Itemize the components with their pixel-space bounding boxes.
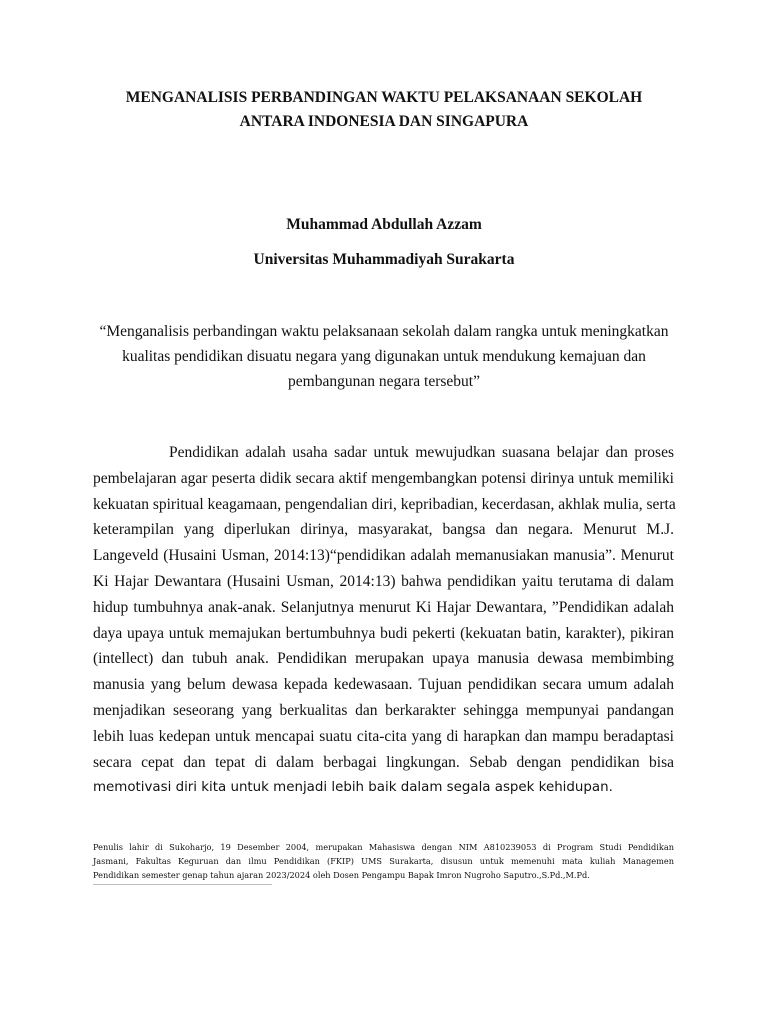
quote-line-1: “Menganalisis perbandingan waktu pelaksanaan sekolah dalam rangka untuk meningkatkan — [99, 323, 669, 340]
body-line-6: Ki Hajar Dewantara (Husaini Usman, 2014:13) bahwa pendidikan yaitu terutama di dalam — [93, 572, 674, 590]
body-line-11: menjadikan seseorang yang berkualitas dan berkarakter sehingga mempunyai pandangan — [93, 701, 674, 719]
footnote-separator — [93, 884, 272, 885]
body-line-5: Langeveld (Husaini Usman, 2014:13)“pendidikan adalah memanusiakan manusia”. Menurut — [93, 547, 674, 565]
body-line-1: Pendidikan adalah usaha sadar untuk mewujudkan suasana belajar dan proses — [169, 444, 674, 461]
body-line-8: daya upaya untuk memajukan bertumbuhnya budi pekerti (kekuatan batin, karakter), pikiran — [93, 624, 674, 642]
body-line-10: manusia yang belum dewasa kepada kedewasaan. Tujuan pendidikan secara umum adalah — [93, 676, 674, 694]
epigraph-quote — [90, 319, 678, 394]
title-line-1: MENGANALISIS PERBANDINGAN WAKTU PELAKSANAAN SEKOLAH — [125, 89, 643, 106]
author-footnote — [93, 840, 674, 882]
author-name: Muhammad Abdullah Azzam — [286, 216, 482, 233]
footnote-line-1: Penulis lahir di Sukoharjo, 19 Desember 2004, merupakan Mahasiswa dengan NIM A810239053 di Program Studi Pendidikan — [93, 842, 674, 852]
author-affiliation: Universitas Muhammadiyah Surakarta — [253, 251, 515, 268]
title-line-2: ANTARA INDONESIA DAN SINGAPURA — [239, 113, 529, 130]
body-line-3: kekuatan spiritual keagamaan, pengendalian diri, kepribadian, kecerdasan, akhlak mulia, serta — [93, 495, 676, 513]
paper-title — [90, 86, 678, 134]
quote-line-3: pembangunan negara tersebut” — [288, 373, 480, 390]
body-line-13: secara cepat dan tepat di dalam berbagai lingkungan. Sebab dengan pendidikan bisa — [93, 753, 674, 771]
quote-line-2: kualitas pendidikan disuatu negara yang digunakan untuk mendukung kemajuan dan — [122, 348, 646, 365]
body-line-7: hidup tumbuhnya anak-anak. Selanjutnya menurut Ki Hajar Dewantara, ”Pendidikan adalah — [93, 598, 674, 616]
footnote-line-3: Pendidikan semester genap tahun ajaran 2023/2024 oleh Dosen Pengampu Bapak Imron Nugroho Saputro.,S.Pd.,M.Pd. — [93, 870, 590, 880]
body-paragraph — [93, 440, 674, 801]
body-line-2: pembelajaran agar peserta didik secara aktif mengembangkan potensi dirinya untuk memiliki — [93, 469, 674, 487]
body-line-9: (intellect) dan tubuh anak. Pendidikan merupakan upaya manusia dewasa membimbing — [93, 650, 674, 668]
footnote-line-2: Jasmani, Fakultas Keguruan dan ilmu Pendidikan (FKIP) UMS Surakarta, disusun untuk memenuhi mata kuliah Managemen — [93, 856, 674, 866]
body-line-4: keterampilan yang diperlukan dirinya, masyarakat, bangsa dan negara. Menurut M.J. — [93, 521, 674, 539]
body-line-14: memotivasi diri kita untuk menjadi lebih baik dalam segala aspek kehidupan. — [93, 780, 613, 796]
body-line-12: lebih luas kedepan untuk mencapai suatu cita-cita yang di harapkan dan mampu beradaptasi — [93, 727, 674, 745]
